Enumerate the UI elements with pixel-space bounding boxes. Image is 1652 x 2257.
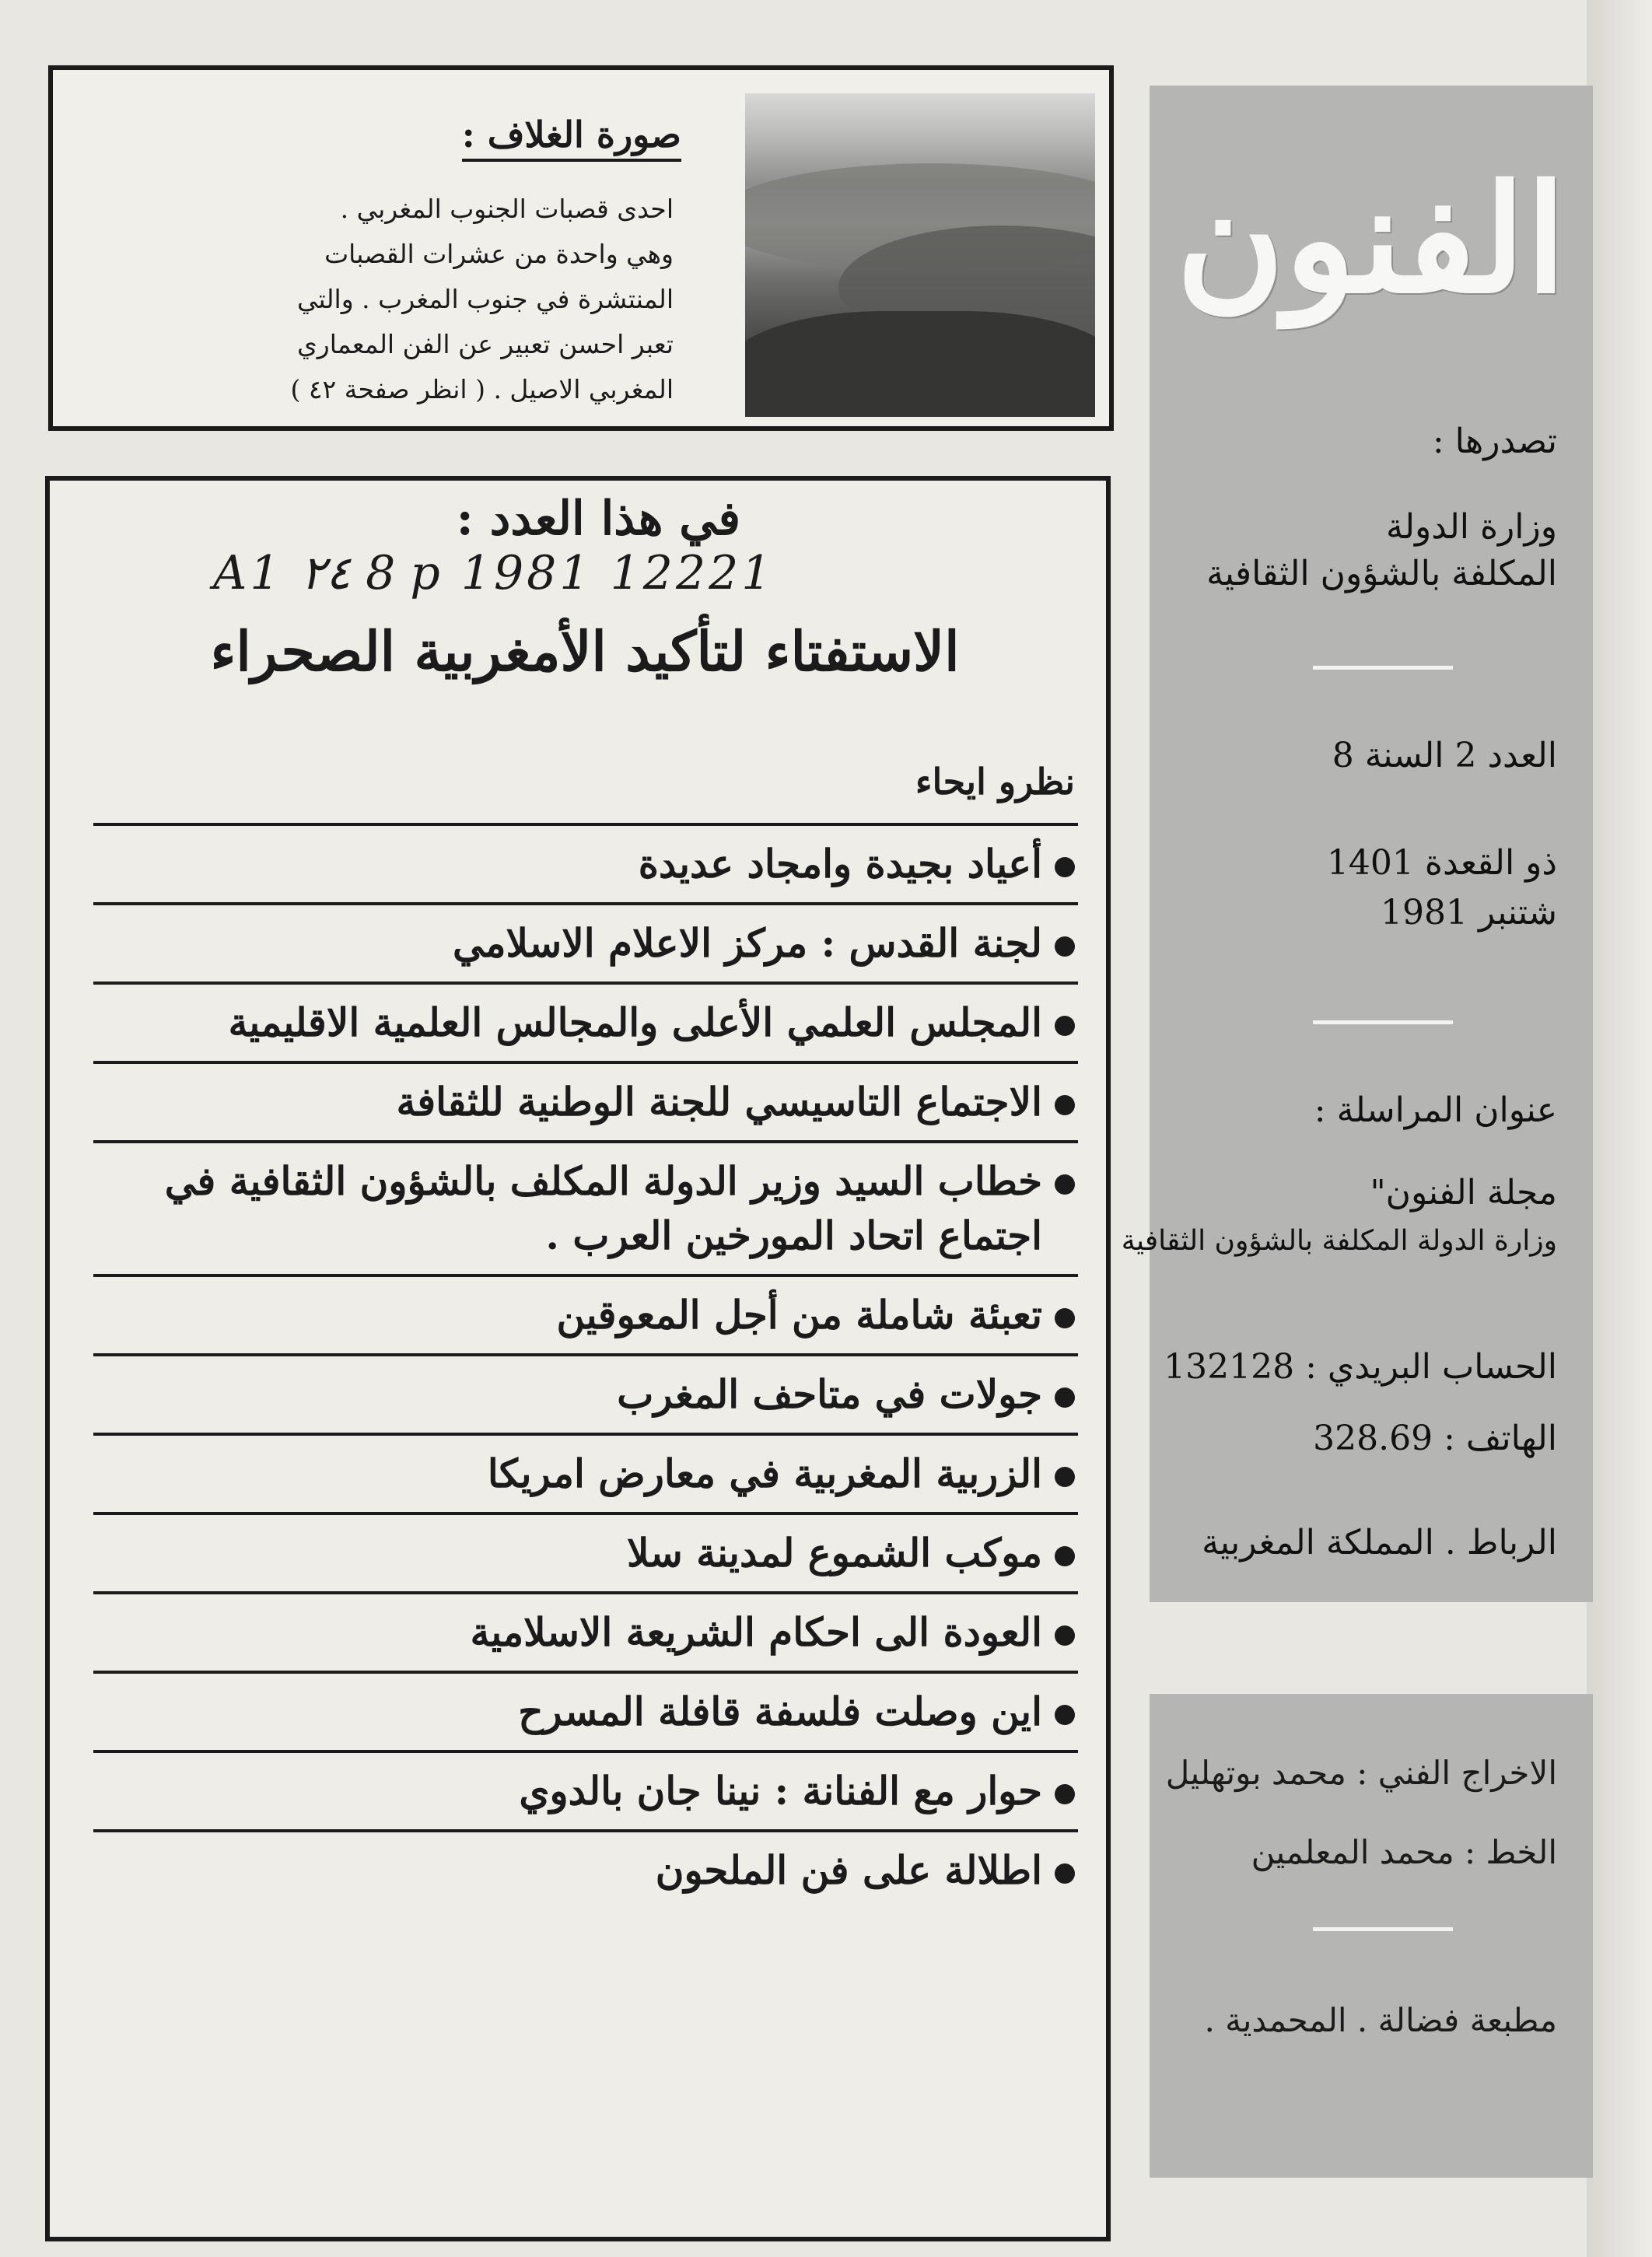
layout-credit: الاخراج الفني : محمد بوتهليل [1165,1754,1557,1792]
toc-item[interactable]: جولات في متاحف المغرب [93,1353,1078,1433]
bullet-icon [1055,1863,1075,1884]
page-edge [1587,0,1652,2257]
bullet-icon [1055,857,1075,877]
divider [1313,666,1453,670]
feature-subtitle: نظرو ايحاء [915,761,1075,803]
address-label: عنوان المراسلة : [1314,1090,1557,1130]
published-by-label: تصدرها : [1432,422,1557,461]
city: الرباط . المملكة المغربية [1202,1523,1557,1562]
caption-line: المنتشرة في جنوب المغرب . والتي [297,284,674,314]
address-line: مجلة الفنون" [1370,1173,1557,1212]
printer: مطبعة فضالة . المحمدية . [1204,2001,1557,2039]
handwritten-stamp: A1 ٢٤ 8 p 1981 12221 [213,546,775,600]
bullet-icon [1055,1174,1075,1195]
caption-line: احدى قصبات الجنوب المغربي . [340,194,674,224]
toc-item[interactable]: اين وصلت فلسفة قافلة المسرح [93,1671,1078,1750]
caption-line: وهي واحدة من عشرات القصبات [324,239,674,269]
toc-item[interactable]: العودة الى احكام الشريعة الاسلامية [93,1591,1078,1671]
toc-heading: في هذا العدد : [456,492,740,546]
calligraphy-credit: الخط : محمد المعلمين [1251,1833,1557,1871]
cover-photo [745,93,1095,417]
bullet-icon [1055,1784,1075,1804]
hijri-date: ذو القعدة 1401 [1326,843,1557,883]
toc-item[interactable]: تعبئة شاملة من أجل المعوقين [93,1274,1078,1353]
table-of-contents [45,476,1111,2241]
bullet-icon [1055,1387,1075,1408]
divider [1313,1927,1453,1931]
bullet-icon [1055,1016,1075,1036]
bullet-icon [1055,1625,1075,1646]
masthead-panel [1121,86,1593,1602]
postal-account: الحساب البريدي : 132128 [1164,1347,1557,1387]
publisher-line: وزارة الدولة [1386,507,1557,547]
caption-line: تعبر احسن تعبير عن الفن المعماري [296,329,674,359]
address-line: وزارة الدولة المكلفة بالشؤون الثقافية [1121,1225,1557,1257]
cover-caption-box [48,65,1114,431]
toc-item[interactable]: الاجتماع التاسيسي للجنة الوطنية للثقافة [93,1061,1078,1140]
toc-item[interactable]: اطلالة على فن الملحون [93,1829,1078,1909]
magazine-logo: الفنون [1176,152,1566,326]
issue-number: العدد 2 السنة 8 [1332,736,1557,775]
toc-item[interactable]: المجلس العلمي الأعلى والمجالس العلمية الاقليمية [93,982,1078,1061]
toc-item[interactable]: حوار مع الفنانة : نينا جان بالدوي [93,1750,1078,1829]
bullet-icon [1055,1095,1075,1115]
toc-item[interactable]: أعياد بجيدة وامجاد عديدة [93,823,1078,902]
bullet-icon [1055,1467,1075,1487]
publisher-line: المكلفة بالشؤون الثقافية [1206,554,1557,593]
toc-item[interactable]: خطاب السيد وزير الدولة المكلف بالشؤون الثقافية في اجتماع اتحاد المورخين العرب . [93,1140,1078,1274]
toc-item[interactable]: موكب الشموع لمدينة سلا [93,1512,1078,1591]
toc-list [93,823,1078,1909]
bullet-icon [1055,1308,1075,1328]
credits-panel [1150,1694,1593,2178]
cover-title: صورة الغلاف : [462,114,681,162]
bullet-icon [1055,1705,1075,1725]
gregorian-date: شتنبر 1981 [1381,893,1557,933]
feature-title: الاستفتاء لتأكيد الأمغربية الصحراء [210,619,960,684]
bullet-icon [1055,1546,1075,1566]
bullet-icon [1055,936,1075,957]
toc-item[interactable]: لجنة القدس : مركز الاعلام الاسلامي [93,902,1078,982]
caption-line: المغربي الاصيل . ( انظر صفحة ٤٢ ) [290,374,674,404]
toc-item[interactable]: الزربية المغربية في معارض امريكا [93,1433,1078,1512]
divider [1313,1020,1453,1024]
phone-number: الهاتف : 328.69 [1313,1419,1557,1458]
cover-caption [114,187,674,412]
